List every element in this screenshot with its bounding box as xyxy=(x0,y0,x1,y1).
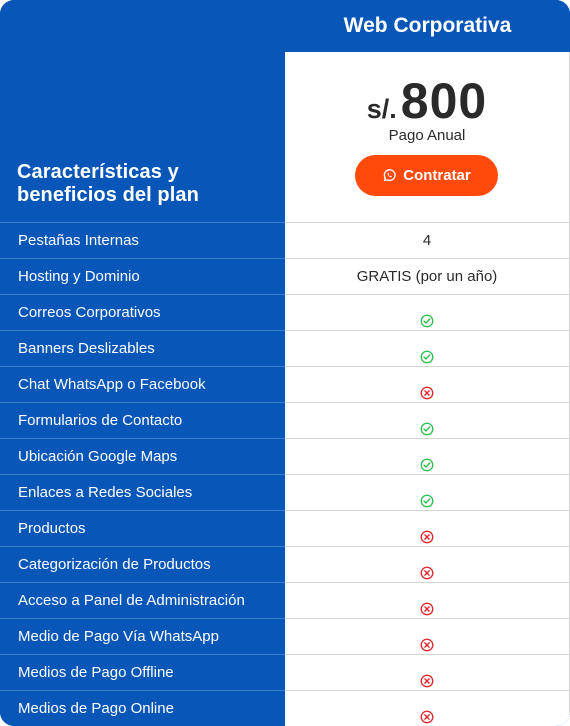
whatsapp-icon xyxy=(382,168,397,183)
feature-label: Pestañas Internas xyxy=(0,222,285,258)
feature-value-cell xyxy=(285,366,570,402)
cross-icon xyxy=(420,594,434,608)
billing-period: Pago Anual xyxy=(388,127,466,144)
feature-label: Ubicación Google Maps xyxy=(0,438,285,474)
features-header xyxy=(0,0,285,222)
table-row xyxy=(0,474,570,510)
feature-value-cell xyxy=(285,438,570,474)
table-row xyxy=(0,258,570,294)
feature-value-cell xyxy=(285,294,570,330)
feature-value-cell xyxy=(285,510,570,546)
price-block xyxy=(285,52,570,222)
table-row xyxy=(0,438,570,474)
table-row xyxy=(0,402,570,438)
table-row xyxy=(0,618,570,654)
price-amount: 800 xyxy=(400,73,488,129)
cross-icon xyxy=(420,558,434,572)
cross-icon xyxy=(420,630,434,644)
contratar-button[interactable] xyxy=(355,155,498,196)
table-row xyxy=(0,510,570,546)
table-row xyxy=(0,654,570,690)
feature-label: Hosting y Dominio xyxy=(0,258,285,294)
feature-value: 4 xyxy=(285,222,570,258)
table-row xyxy=(0,222,570,258)
feature-value-cell xyxy=(285,654,570,690)
table-row xyxy=(0,330,570,366)
table-row xyxy=(0,690,570,726)
check-icon xyxy=(420,342,434,356)
contratar-label: Contratar xyxy=(403,167,471,184)
feature-label: Medio de Pago Vía WhatsApp xyxy=(0,618,285,654)
table-row xyxy=(0,294,570,330)
table-row xyxy=(0,546,570,582)
feature-value: GRATIS (por un año) xyxy=(285,258,570,294)
check-icon xyxy=(420,486,434,500)
feature-value-cell xyxy=(285,618,570,654)
feature-label: Medios de Pago Offline xyxy=(0,654,285,690)
table-row xyxy=(0,366,570,402)
feature-label: Acceso a Panel de Administración xyxy=(0,582,285,618)
feature-label: Correos Corporativos xyxy=(0,294,285,330)
price-currency: s/. xyxy=(366,94,397,124)
features-heading: Características y beneficios del plan xyxy=(17,161,199,206)
cross-icon xyxy=(420,522,434,536)
feature-label: Banners Deslizables xyxy=(0,330,285,366)
feature-value-cell xyxy=(285,474,570,510)
table-row xyxy=(0,582,570,618)
feature-value-cell xyxy=(285,690,570,726)
check-icon xyxy=(420,450,434,464)
feature-label: Enlaces a Redes Sociales xyxy=(0,474,285,510)
check-icon xyxy=(420,414,434,428)
feature-label: Categorización de Productos xyxy=(0,546,285,582)
cross-icon xyxy=(420,702,434,716)
feature-label: Chat WhatsApp o Facebook xyxy=(0,366,285,402)
feature-label: Formularios de Contacto xyxy=(0,402,285,438)
feature-label: Productos xyxy=(0,510,285,546)
check-icon xyxy=(420,306,434,320)
plan-name: Web Corporativa xyxy=(285,0,570,52)
feature-value-cell xyxy=(285,582,570,618)
price xyxy=(285,74,569,128)
feature-value-cell xyxy=(285,546,570,582)
feature-value-cell xyxy=(285,330,570,366)
cross-icon xyxy=(420,666,434,680)
features-table xyxy=(0,222,570,726)
feature-value-cell xyxy=(285,402,570,438)
feature-label: Medios de Pago Online xyxy=(0,690,285,726)
cross-icon xyxy=(420,378,434,392)
